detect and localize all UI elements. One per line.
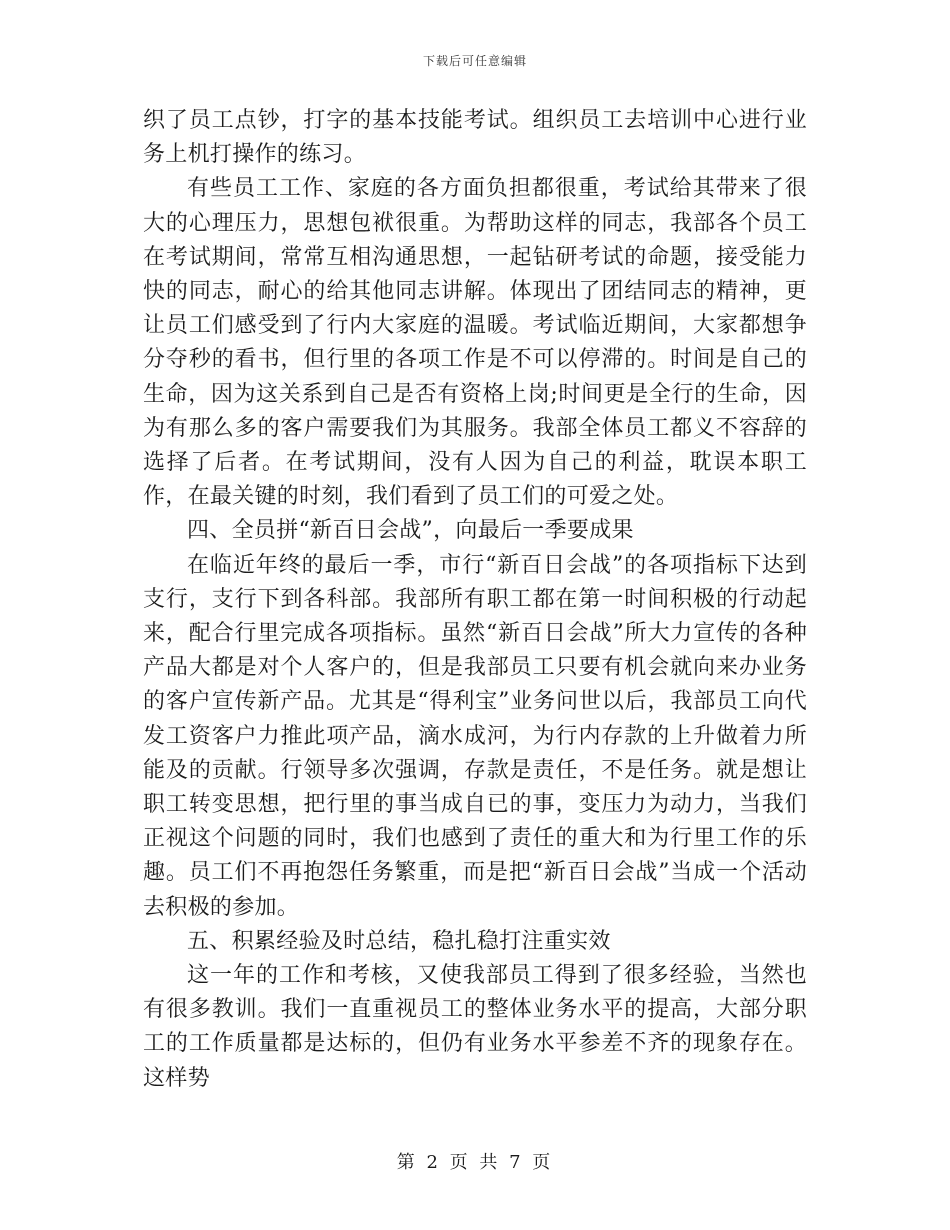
page-body [143, 104, 807, 1096]
paragraph-continued: 织了员工点钞，打字的基本技能考试。组织员工去培训中心进行业务上机打操作的练习。 [143, 108, 807, 168]
page-number-footer: 第 2 页 共 7 页 [396, 1152, 554, 1173]
paragraph: 这一年的工作和考核，又使我部员工得到了很多经验，当然也有很多教训。我们一直重视员工的整体业务水平的提高，大部分职工的工作质量都是达标的，但仍有业务水平参差不齐的现象存在。这样势 [143, 963, 807, 1091]
paragraph: 在临近年终的最后一季，市行“新百日会战”的各项指标下达到支行，支行下到各科部。我部所有职工都在第一时间积极的行动起来，配合行里完成各项指标。虽然“新百日会战”所大力宣传的各种产品大都是对个人客户的，但是我部员工只要有机会就向来办业务的客户宣传新产品。尤其是“得利宝”业务问世以后，我部员工向代发工资客户力推此项产品，滴水成河，为行内存款的上升做着力所能及的贡献。行领导多次强调，存款是责任，不是任务。就是想让职工转变思想，把行里的事当成自已的事，变压力为动力，当我们正视这个问题的同时，我们也感到了责任的重大和为行里工作的乐趣。员工们不再抱怨任务繁重，而是把“新百日会战”当成一个活动去积极的参加。 [143, 552, 807, 920]
section-heading: 五、积累经验及时总结，稳扎稳打注重实效 [187, 928, 611, 954]
paragraph: 有些员工工作、家庭的各方面负担都很重，考试给其带来了很大的心理压力，思想包袱很重。为帮助这样的同志，我部各个员工在考试期间，常常互相沟通思想，一起钻研考试的命题，接受能力快的同志，耐心的给其他同志讲解。体现出了团结同志的精神，更让员工们感受到了行内大家庭的温暖。考试临近期间，大家都想争分夺秒的看书，但行里的各项工作是不可以停滞的。时间是自己的生命，因为这关系到自己是否有资格上岗;时间更是全行的生命，因为有那么多的客户需要我们为其服务。我部全体员工都义不容辞的选择了后者。在考试期间，没有人因为自己的利益，耽误本职工作，在最关键的时刻，我们看到了员工们的可爱之处。 [143, 176, 807, 510]
section-heading: 四、全员拼“新百日会战”，向最后一季要成果 [187, 518, 634, 544]
page-header: 下载后可任意编辑 [422, 54, 527, 68]
